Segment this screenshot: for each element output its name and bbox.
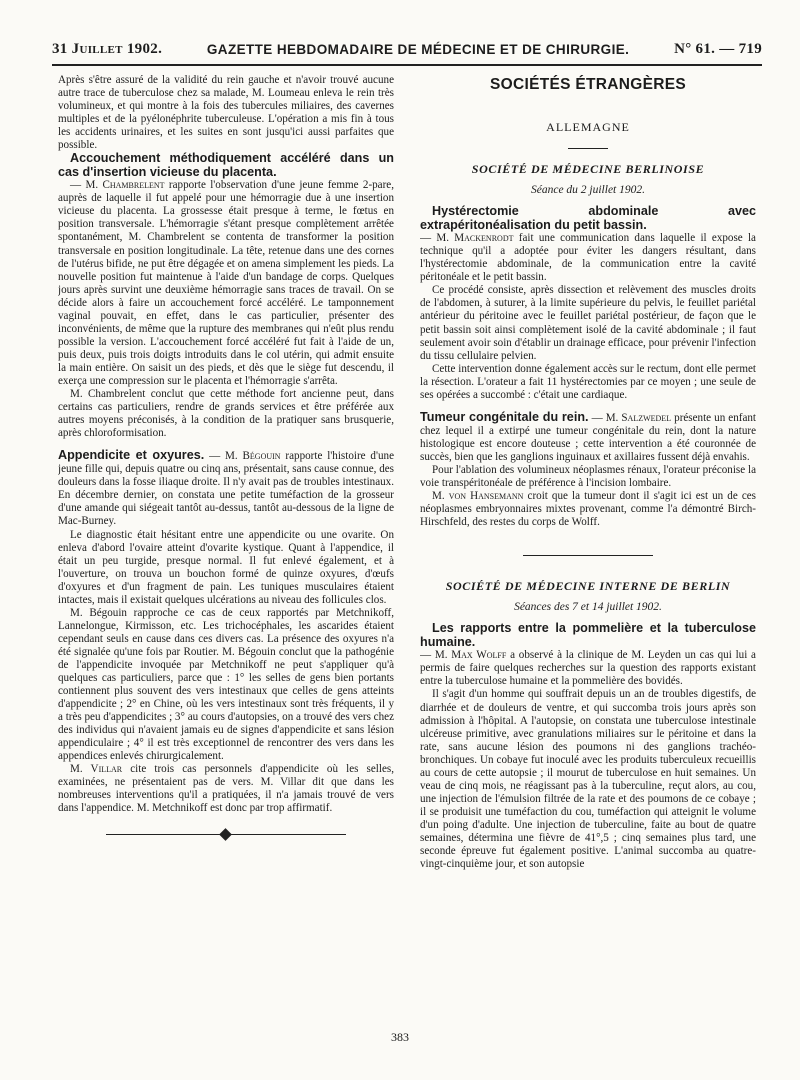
author-begouin: — M. Bégouin <box>209 450 281 463</box>
issue-number: N° 61. — 719 <box>674 40 762 57</box>
seance-date-1: Séance du 2 juillet 1902. <box>530 184 646 197</box>
header-date: 31 Juillet 1902. <box>52 40 163 57</box>
article-tumeur-p3 <box>420 490 756 529</box>
seance-date-2: Séances des 7 et 14 juillet 1902. <box>514 601 662 614</box>
article-hysterectomie-p3: Cette intervention donne également accès sur le rectum, dont elle permet la résection. L'orateur a fait 11 hystérectomies par ce moyen ; une seule de ses opérées a succombé : c'était une cardiaque. <box>420 362 756 401</box>
header-rule <box>52 64 762 66</box>
diamond-ornament-icon <box>219 828 232 841</box>
article-pommeliere-p2: Il s'agit d'un homme qui souffrait depuis un an de troubles digestifs, de diarrhée et de douleurs de ventre, et qui succomba trois jours après son admission à l'hôpital. A l'autopsie, on constata une tuberculose intestinale ulcéreuse primitive, avec granulations miliaires sur le péritoine et dans la rate, sans aucune lésion des poumons ni des ganglions trachéo-bronchiques. Un cobaye fut inoculé avec les produits tuberculeux recueillis au cours de cette autopsie ; il mourut de tuberculose en huit semaines. Un veau de cinq mois, ne réagissant pas à la tuberculine, reçut alors, au cou, une injection de l'émulsion filtrée de la rate et des poumons de ce cobaye ; il se produisit une tuméfaction du cou, tuméfaction qui atteignit le volume d'un poing d'adulte. Une injection de tuberculine, faite au bout de quatre semaines, détermina une fièvre de 41°,5 ; cinq semaines plus tard, une seconde épreuve fut également positive. L'animal succomba au quatre-vingt-cinquième jour, et son autopsie <box>420 688 756 871</box>
intro-paragraph: Après s'être assuré de la validité du rein gauche et n'avoir trouvé aucune autre trace de tuberculose chez sa malade, M. Loumeau enleva le rein très volumineux, et qui montre à la fois des tubercules miliaires, des cavernes multiples et de la pyélonéphrite tuberculeuse. L'opération a mis fin à tous les accidents urinaires, et les suites en sont jusqu'ici aussi parfaites que possible. <box>58 74 394 152</box>
article-accouchement-p1 <box>58 179 394 388</box>
article-title-accouchement: Accouchement méthodiquement accéléré dans un cas d'insertion vicieuse du placenta. <box>58 151 394 179</box>
right-column <box>420 74 756 1034</box>
article-tumeur-p2: Pour l'ablation des volumineux néoplasmes rénaux, l'orateur préconise la voie transpéritonéale de préférence à l'incision lombaire. <box>420 463 756 490</box>
page-number: 383 <box>391 1030 409 1044</box>
article-appendicite-p1-text: rapporte l'histoire d'une jeune fille qui, depuis quatre ou cinq ans, présentait, sans cause connue, des douleurs dans la fosse iliaque droite. Il n'y avait pas de troubles intestinaux. En décembre dernier, on constata une petite tuméfaction de la grosseur d'une amande qui siégeait tantôt au-dessus, tantôt au-dessous de la ligne de Mac-Burney. <box>58 450 394 528</box>
author-salzwedel: — M. Salzwedel <box>591 411 672 424</box>
author-chambrelent: — M. Chambrelent <box>70 179 165 192</box>
article-hysterectomie-p1-text: fait une communication dans laquelle il expose la technique qu'il a adoptée pour éviter les dangers résultant, dans l'hystérectomie abdominale, de la communication entre la cavité péritonéale et le petit bassin. <box>420 232 756 284</box>
article-hysterectomie-p1 <box>420 232 756 284</box>
article-tumeur-p1-text: présente un enfant chez lequel il a extirpé une tumeur congénitale du rein, dont la nature histologique est encore douteuse ; cette intervention a été couronnée de succès, bien que les ganglions inguinaux et axillaires fussent déjà envahis. <box>420 411 756 463</box>
journal-title: GAZETTE HEBDOMADAIRE DE MÉDECINE ET DE CHIRURGIE. <box>206 41 630 57</box>
author-villar: M. Villar <box>70 763 123 776</box>
section-divider-rule <box>523 555 653 556</box>
article-pommeliere-p1-text: a observé à la clinique de M. Leyden un cas qui lui a permis de faire quelques recherches sur la question des rapports existant entre la tuberculose humaine et la pommelière des bovidés. <box>420 649 756 688</box>
article-appendicite-p3: M. Bégouin rapproche ce cas de ceux rapportés par Metchnikoff, Lannelongue, Kirmisson, etc. Les trichocéphales, les ascarides étaient cependant seuls en cause dans ces divers cas. La présence des oxyures n'a été signalée qu'une fois par Routier. M. Bégouin conclut que la pathogénie de l'appendicite invoquée par Metchnikoff ne peut s'appliquer qu'à quelques cas particuliers, parce que : 1° les selles de gens bien portants contiennent plus souvent des vers intestinaux que celles de gens atteints d'appendicite ; 2° en Chine, où les vers intestinaux sont très fréquents, il y a très peu d'appendicites ; 3° au cours d'autopsies, on a trouvé des vers chez des individus qui n'avaient jamais eu de signes d'appendicite et sans lésion appendiculaire ; 4° il est très exceptionnel de rencontrer des vers dans les appendices enlevés chirurgicalement. <box>58 606 394 763</box>
article-title-appendicite: Appendicite et oxyures. <box>58 448 205 463</box>
left-column <box>58 74 394 1034</box>
article-appendicite-p2: Le diagnostic était hésitant entre une appendicite ou une ovarite. On enleva d'abord l'ovaire atteint d'ovarite kystique. Quant à l'appendice, il était un peu turgide, presque normal. Il fut enlevé également, et à l'ouverture, on trouva un bouchon formé de quinze oxyures, d'œufs d'oxyures et d'un fragment de pain. Les tuniques musculaires étaient intactes, mais il existait quelques ulcérations au niveau des follicules clos. <box>58 528 394 606</box>
article-tumeur-p1 <box>420 411 756 464</box>
article-pommeliere-p1 <box>420 649 756 688</box>
author-mackenrodt: — M. Mackenrodt <box>420 232 514 245</box>
article-title-hysterectomie: Hystérectomie abdominale avec extrapéritonéalisation du petit bassin. <box>420 204 756 232</box>
article-hysterectomie-p2: Ce procédé consiste, après dissection et relèvement des muscles droits de l'abdomen, à suturer, à la limite supérieure du pelvis, le feuillet pariétal antérieur du péritoine avec le feuillet pariétal postérieur, de façon que le petit bassin soit ainsi complètement isolé de la cavité abdominale ; il faut seulement avoir soin d'établir un drainage efficace, pour prévenir l'infection du tissu cellulaire pelvien. <box>420 284 756 362</box>
running-header <box>52 36 762 62</box>
article-title-pommeliere: Les rapports entre la pommelière et la tuberculose humaine. <box>420 621 756 649</box>
article-accouchement-p2: M. Chambrelent conclut que cette méthode fort ancienne peut, dans certains cas particuliers, rendre de grands services et être préférée aux autres moyens préconisés, à la condition de la pratiquer sans brusquerie, après chloroformisation. <box>58 388 394 440</box>
section-title: SOCIÉTÉS ÉTRANGÈRES <box>489 76 687 93</box>
short-rule <box>568 148 608 149</box>
article-title-tumeur: Tumeur congénitale du rein. <box>420 409 589 424</box>
author-wolff: — M. Max Wolff <box>420 649 507 662</box>
author-hansemann: M. von Hansemann <box>432 490 524 503</box>
society-heading-2: SOCIÉTÉ DE MÉDECINE INTERNE DE BERLIN <box>445 579 731 594</box>
article-tumeur-p3-text: croit que la tumeur dont il s'agit ici est un de ces néoplasmes embryonnaires mixtes provenant, comme l'a démontré Birch-Hirschfeld, des restes du corps de Wolff. <box>420 490 756 529</box>
article-appendicite-p4 <box>58 763 394 815</box>
society-heading-1: SOCIÉTÉ DE MÉDECINE BERLINOISE <box>471 162 705 177</box>
article-appendicite-p4-text: cite trois cas personnels d'appendicite où les selles, examinées, ne présentaient pas de vers. M. Villar dit que dans les nombreuses interventions qu'il a pratiquées, il n'a jamais trouvé de vers dans l'appendice. M. Metchnikoff est donc par trop affirmatif. <box>58 763 394 815</box>
country-heading: ALLEMAGNE <box>546 120 630 135</box>
end-ornament <box>106 830 346 840</box>
article-accouchement-p1-text: rapporte l'observation d'une jeune femme 2-pare, auprès de laquelle il fut appelé pour une hémorragie due à une insertion vicieuse du placenta. La grossesse était presque à terme, le fœtus en position transversale. L'hémorragie s'étant presque complètement arrêtée spontanément, M. Chambrelent se contenta de transformer la position transversale en position longitudinale. La tête, retenue dans une des cornes de l'utérus bifide, ne put être dégagée et on amena simplement les pieds. La nouvelle position fut maintenue à l'aide d'un bandage de corps. Quelques jours après survint une deuxième hémorragie sans traces de travail. On se décide alors à faire un accouchement forcé accéléré. Le tamponnement vaginal pouvait, en effet, dans le cas particulier, présenter des inconvénients, de même que la rupture des membranes qui n'eût plus rendu possible la version. L'accouchement forcé accéléré fut fait à l'aide de un, puis deux, puis trois doigts introduits dans le col utérin, qui admit ensuite la main entière. On saisit un des pieds, et dès que le siège fut descendu, il exerça une compression sur le placenta et l'hémorragie s'arrêta. <box>58 179 394 387</box>
article-appendicite-p1 <box>58 449 394 528</box>
